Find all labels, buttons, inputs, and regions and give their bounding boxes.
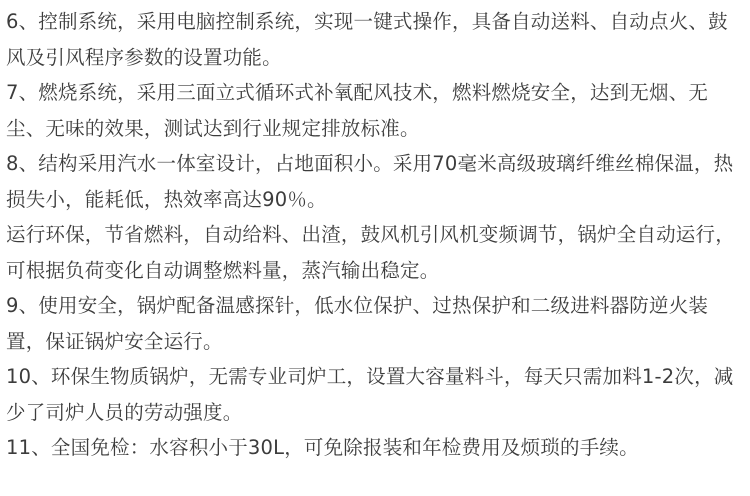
- paragraph-9: 9、使用安全，锅炉配备温感探针，低水位保护、过热保护和二级进料器防逆火装置，保证锅炉安全运行。: [6, 294, 709, 353]
- paragraph-10: 10、环保生物质锅炉，无需专业司炉工，设置大容量料斗，每天只需加料1-2次，减少了司炉人员的劳动强度。: [6, 365, 734, 424]
- paragraph-operation-environment: 运行环保，节省燃料，自动给料、出渣，鼓风机引风机变频调节，锅炉全自动运行，可根据负荷变化自动调整燃料量，蒸汽输出稳定。: [6, 223, 735, 282]
- paragraph-7: 7、燃烧系统，采用三面立式循环式补氧配风技术，燃料燃烧安全，达到无烟、无尘、无味的效果，测试达到行业规定排放标准。: [6, 81, 709, 140]
- paragraph-6: 6、控制系统，采用电脑控制系统，实现一键式操作，具备自动送料、自动点火、鼓风及引风程序参数的设置功能。: [6, 10, 728, 69]
- paragraph-11: 11、全国免检：水容积小于30L，可免除报装和年检费用及烦琐的手续。: [6, 436, 639, 459]
- paragraph-8: 8、结构采用汽水一体室设计，占地面积小。采用70毫米高级玻璃纤维丝棉保温，热损失小，能耗低，热效率高达90％。: [6, 152, 734, 211]
